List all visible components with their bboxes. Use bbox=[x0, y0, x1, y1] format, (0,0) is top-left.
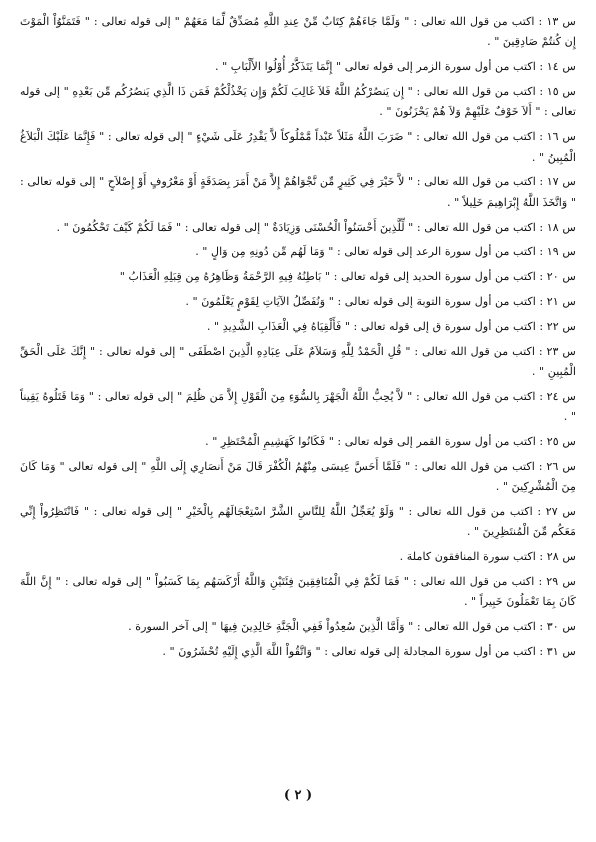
question-26 bbox=[20, 457, 576, 498]
question-text: اكتب من أول سورة القمر إلى قوله تعالى : " فَكَانُوا كَهَشِيمِ الْمُحْتَظِرِ " . bbox=[205, 435, 536, 448]
question-text: اكتب من أول سورة المجادلة إلى قوله تعالى : " وَاتَّقُواْ اللَّهَ الَّذِي إِلَيْهِ تُحْشَرُونَ " . bbox=[162, 645, 536, 658]
question-14 bbox=[20, 57, 576, 77]
question-17 bbox=[20, 172, 576, 213]
question-number: س ٢٩ : bbox=[538, 575, 577, 588]
question-text: اكتب من قول الله تعالى : " لاَّ يُحِبُّ اللَّهُ الْجَهْرَ بِالسُّوَءِ مِنَ الْقَوْلِ إِلاَّ مَن ظُلِمَ " إلى قوله تعالى : " وَمَا قَتَلُوهُ يَقِيناً " . bbox=[20, 389, 576, 424]
question-text: اكتب من قول الله تعالى : " قُلِ الْحَمْدُ لِلَّهِ وَسَلاَمٌ عَلَى عِبَادِهِ الَّذِينَ اصْطَفَى " إلى قوله تعالى : " إِنَّكَ عَلَى الْحَقِّ الْمُبِينِ " . bbox=[20, 344, 576, 378]
question-19 bbox=[20, 242, 576, 262]
question-21 bbox=[20, 292, 576, 312]
question-number: س ١٤ : bbox=[539, 60, 576, 74]
question-number: س ٢٥ : bbox=[539, 435, 576, 448]
question-text: اكتب من قول الله تعالى : " فَمَا لَكُمْ فِي الْمُنَافِقِينَ فِئَتَيْنِ وَاللَّهُ أَرْكَسَهُم بِمَا كَسَبُواْ " إلى قوله تعالى : " إِنَّ اللَّهَ كَانَ بِمَا تَعْمَلُونَ خَبِيراً " . bbox=[20, 575, 576, 609]
question-13 bbox=[20, 12, 576, 53]
question-22 bbox=[20, 317, 576, 337]
question-text: اكتب من قول الله تعالى : " وَلَمَّا جَاءَهُمْ كِتَابٌ مِّنْ عِندِ اللَّهِ مُصَدِّقٌ لِّمَا مَعَهُمْ " إلى قوله تعالى : " فَتَمَنَّوُاْ الْمَوْتَ إِن كُنتُمْ صَادِقِينَ " . bbox=[20, 15, 576, 49]
question-text: اكتب من قول الله تعالى : " لاَّ خَيْرَ فِي كَثِيرٍ مِّن نَّجْوَاهُمْ إِلاَّ مَنْ أَمَرَ بِصَدَقَةٍ أَوْ مَعْرُوفٍ أَوْ إِصْلاَحٍ " إلى قوله تعالى : " وَاتَّخَذَ اللَّهُ إِبْرَاهِيمَ خَلِيلاً " . bbox=[20, 175, 576, 209]
question-text: اكتب من أول سورة التوبة إلى قوله تعالى : " وَنُفَصِّلُ الآيَاتِ لِقَوْمٍ يَعْلَمُونَ " . bbox=[185, 295, 536, 308]
question-number: س ١٧ : bbox=[539, 175, 576, 189]
question-text: اكتب من قول الله تعالى : " ضَرَبَ اللَّهُ مَثَلاً عَبْداً مَّمْلُوكاً لاَّ يَقْدِرُ عَلَى شَيْءٍ " إلى قوله تعالى : " فَإِنَّمَا عَلَيْكَ الْبَلاَغُ الْمُبِينُ " . bbox=[20, 130, 576, 164]
question-29 bbox=[20, 572, 576, 613]
question-number: س ٢٧ : bbox=[537, 505, 576, 518]
question-28 bbox=[20, 547, 576, 567]
question-number: س ٢٦ : bbox=[538, 459, 576, 473]
question-text: اكتب من قول الله تعالى : " لِّلَّذِينَ أَحْسَنُواْ الْحُسْنَى وَزِيَادَةٌ " إلى قوله تعالى : " فَمَا لَكُمْ كَيْفَ تَحْكُمُونَ " . bbox=[56, 220, 536, 234]
question-23 bbox=[20, 342, 576, 383]
question-number: س ٢٢ : bbox=[539, 319, 576, 333]
question-list bbox=[20, 12, 576, 667]
question-number: س ٢١ : bbox=[539, 295, 576, 308]
question-number: س ١٦ : bbox=[539, 130, 576, 144]
question-16 bbox=[20, 127, 576, 168]
question-text: اكتب من قول الله تعالى : " وَأَمَّا الَّذِينَ سُعِدُواْ فَفِي الْجَنَّةِ خَالِدِينَ فِيهَا " إلى آخر السورة . bbox=[128, 620, 536, 634]
question-number: س ٢٤ : bbox=[539, 389, 576, 403]
question-text: اكتب من أول سورة ق إلى قوله تعالى : " فَأَلْقِيَاهُ فِي الْعَذَابِ الشَّدِيدِ " . bbox=[206, 319, 536, 333]
question-number: س ٢٨ : bbox=[539, 550, 576, 564]
question-number: س ٢٣ : bbox=[538, 344, 577, 358]
question-20 bbox=[20, 267, 576, 287]
question-text: اكتب من قول الله تعالى : " إِن يَنصُرْكُمُ اللَّهُ فَلاَ غَالِبَ لَكُمْ وَإِن يَخْذُلْكُمْ فَمَن ذَا الَّذِي يَنصُرُكُم مِّن بَعْدِهِ " إلى قوله تعالى : " أَلاَ خَوْفٌ عَلَيْهِمْ وَلاَ هُمْ يَحْزَنُونَ " . bbox=[20, 85, 576, 119]
question-27 bbox=[20, 502, 576, 543]
question-number: س ١٨ : bbox=[539, 220, 576, 234]
question-text: اكتب من أول سورة الزمر إلى قوله تعالى " إِنَّمَا يَتَذَكَّرُ أُوْلُوا الأَلْبَابِ " . bbox=[214, 60, 536, 74]
question-number: س ٣١ : bbox=[539, 645, 576, 658]
question-text: اكتب من أول سورة الرعد إلى قوله تعالى : " وَمَا لَهُم مِّن دُونِهِ مِن وَالٍ " . bbox=[195, 245, 536, 259]
question-31 bbox=[20, 642, 576, 662]
question-number: س ١٣ : bbox=[538, 15, 576, 28]
question-25 bbox=[20, 432, 576, 452]
question-18 bbox=[20, 218, 576, 238]
question-text: اكتب سورة المنافقون كاملة . bbox=[399, 550, 536, 564]
question-30 bbox=[20, 617, 576, 637]
question-text: اكتب من قول الله تعالى : " فَلَمَّا أَحَسَّ عِيسَى مِنْهُمُ الْكُفْرَ قَالَ مَنْ أَنصَارِي إِلَى اللَّهِ " إلى قوله تعالى " وَمَا كَانَ مِنَ الْمُشْرِكِينَ " . bbox=[20, 459, 576, 494]
question-number: س ٣٠ : bbox=[539, 620, 576, 634]
page-number: ( ٢ ) bbox=[283, 788, 313, 803]
question-number: س ٢٠ : bbox=[539, 270, 576, 284]
question-text: اكتب من أول سورة الحديد إلى قوله تعالى : " بَاطِنُهُ فِيهِ الرَّحْمَةُ وَظَاهِرُهُ مِن قِبَلِهِ الْعَذَابُ " bbox=[119, 270, 536, 284]
question-15 bbox=[20, 82, 576, 123]
question-24 bbox=[20, 387, 576, 428]
question-text: اكتب من قول الله تعالى : " وَلَوْ يُعَجِّلُ اللَّهُ لِلنَّاسِ الشَّرَّ اسْتِعْجَالَهُم بِالْخَيْرِ " إلى قوله تعالى : " فَانْتَظِرُواْ إِنِّي مَعَكُم مِّنَ الْمُنتَظِرِينَ " . bbox=[20, 505, 576, 539]
question-number: س ١٩ : bbox=[539, 245, 576, 259]
question-number: س ١٥ : bbox=[539, 85, 577, 98]
